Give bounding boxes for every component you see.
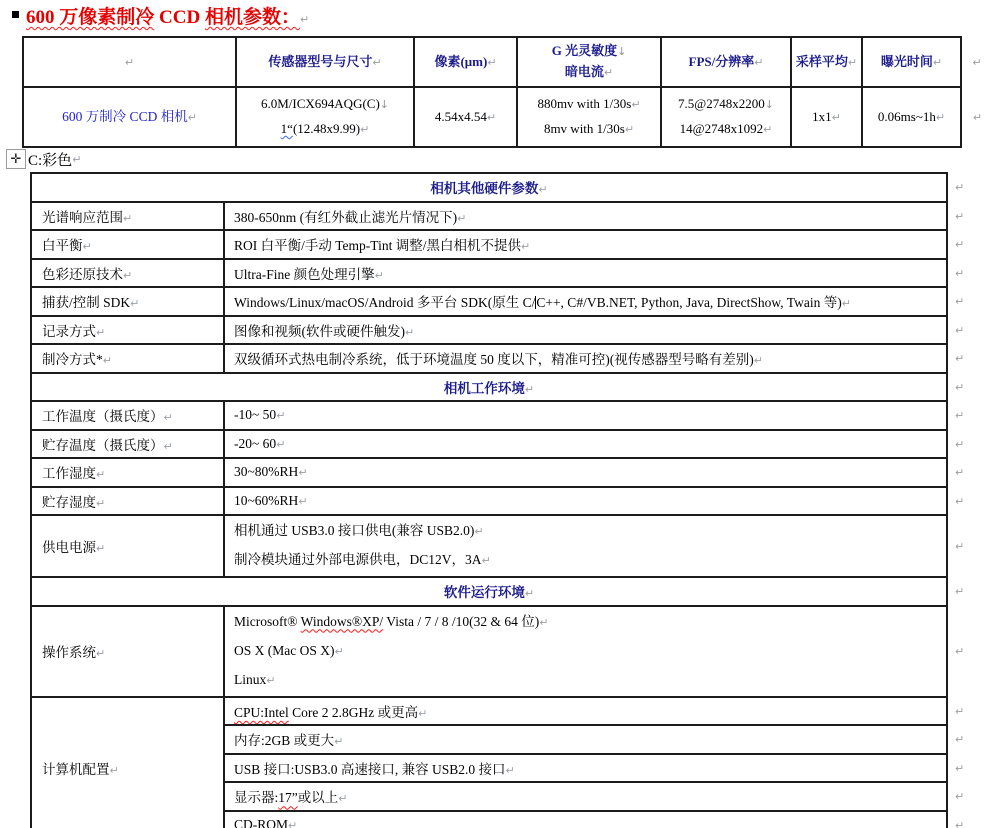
spec-header-sensitivity [517,37,661,87]
pilcrow-icon: ↵ [360,123,370,136]
row-end-mark-icon: ↵ [955,380,965,394]
spec-header-sensor [236,37,414,87]
pilcrow-icon: ↵ [538,183,548,197]
sensor-cell [236,87,414,147]
pilcrow-icon: ↵ [298,466,308,480]
exposure-cell: 0.06ms~1h↵ [862,87,961,147]
row-end-mark-icon: ↵ [955,585,965,599]
table-row [31,259,973,288]
row-value: 30~80%RH↵ [224,458,947,487]
section-header-environment: 相机工作环境↵ [31,373,947,402]
section-header-hardware: 相机其他硬件参数↵ [31,173,947,202]
row-value: 10~60%RH↵ [224,487,947,516]
header-label: 像素(μm) [434,53,488,69]
row-end-mark-icon: ↵ [955,323,965,337]
pilcrow-icon: ↵ [932,55,943,69]
row-value: -10~ 50↵ [224,401,947,430]
row-value [224,606,947,697]
row-end-gutter [947,725,973,754]
row-label: 记录方式↵ [31,316,224,345]
row-label: 计算机配置↵ [31,697,224,828]
row-end-gutter [947,173,973,202]
row-end-gutter [947,697,973,726]
pilcrow-icon: ↵ [96,542,106,555]
spec-data-row [23,87,987,147]
title-segment-1: 600 万像素制冷 [26,7,155,28]
pilcrow-icon: ↵ [624,123,635,136]
row-end-gutter [947,515,973,577]
pilcrow-icon: ↵ [418,706,428,720]
table-row [31,344,973,373]
table-row [31,202,973,231]
pilcrow-icon: ↵ [374,268,384,282]
row-end-mark-icon: ↵ [955,761,965,775]
pilcrow-icon: ↵ [753,354,763,368]
row-value: Windows/Linux/macOS/Android 多平台 SDK(原生 C/C++, C#/VB.NET, Python, Java, DirectShow, Twain 等)↵ [224,287,947,316]
pilcrow-icon: ↵ [96,647,106,660]
pilcrow-icon: ↵ [486,110,497,124]
sensor-size-inches: 1“ [280,121,293,136]
row-value: 图像和视频(软件或硬件触发)↵ [224,316,947,345]
row-end-mark-icon: ↵ [955,645,965,658]
pilcrow-icon: ↵ [276,437,286,451]
row-label: 工作温度（摄氏度）↵ [31,401,224,430]
title-segment-3: 相机参数： [204,7,300,28]
linebreak-icon: ↓ [379,98,390,111]
row-end-gutter [947,782,973,811]
header-label: 曝光时间 [880,53,933,69]
row-end-mark-icon: ↵ [955,295,965,309]
row-end-mark-icon: ↵ [955,494,965,508]
row-end-mark-icon: ↵ [955,266,965,280]
row-end-gutter [947,287,973,316]
row-value: -20~ 60↵ [224,430,947,459]
pilcrow-icon: ↵ [520,240,531,254]
paragraph-bullet-square [12,11,19,18]
pixel-cell: 4.54x4.54↵ [414,87,517,147]
row-end-mark-icon: ↵ [972,110,983,124]
pilcrow-icon: ↵ [288,818,298,828]
title-segment-2: CCD [154,7,205,28]
sensitivity-cell [517,87,661,147]
spec-header-sampling [791,37,862,87]
config-display: 显示器:17”或以上↵ [224,782,947,811]
row-end-mark-icon: ↵ [955,181,965,195]
sensitivity-line2: 8mv with 1/30s↵ [543,121,635,136]
linebreak-icon: ↓ [764,98,774,111]
config-memory: 内存:2GB 或更大↵ [224,725,947,754]
row-end-mark-icon: ↵ [955,466,965,480]
pilcrow-icon: ↵ [935,110,946,124]
pilcrow-icon: ↵ [299,13,310,26]
detail-table-container [30,172,974,828]
row-end-mark-icon: ↵ [955,818,965,828]
pilcrow-icon: ↵ [487,55,497,69]
pilcrow-icon: ↵ [372,55,382,69]
row-end-mark-icon: ↵ [955,437,965,451]
row-end-mark-icon: ↵ [955,352,965,366]
pilcrow-icon: ↵ [109,763,119,777]
pilcrow-icon: ↵ [539,615,549,629]
row-end-gutter [947,259,973,288]
row-value: ROI 白平衡/手动 Temp-Tint 调整/黑白相机不提供↵ [224,230,947,259]
pilcrow-icon: ↵ [763,123,773,136]
table-row [31,458,973,487]
header-label: FPS/分辨率 [688,53,755,69]
spec-header-fps [661,37,791,87]
pilcrow-icon: ↵ [603,66,614,79]
row-end-gutter [947,606,973,697]
pilcrow-icon: ↵ [163,411,173,425]
pilcrow-icon: ↵ [334,735,344,749]
pilcrow-icon: ↵ [841,297,851,311]
table-row [31,230,973,259]
pilcrow-icon: ↵ [831,110,841,124]
pilcrow-icon: ↵ [163,439,173,453]
table-row [31,316,973,345]
page-title [26,2,309,29]
pilcrow-icon: ↵ [457,211,467,225]
config-cpu: CPU:Intel Core 2 2.8GHz 或更高↵ [224,697,947,726]
row-end-gutter [947,811,973,828]
pilcrow-icon: ↵ [96,496,106,510]
pilcrow-icon: ↵ [124,55,135,69]
row-end-gutter [947,458,973,487]
fps-cell [661,87,791,147]
row-label: 色彩还原技术↵ [31,259,224,288]
pilcrow-icon: ↵ [266,673,276,687]
row-label: 制冷方式*↵ [31,344,224,373]
pilcrow-icon: ↵ [130,297,140,311]
row-end-gutter [961,37,987,87]
spellcheck-windows: Windows®XP/ [300,613,384,629]
row-end-gutter [947,430,973,459]
spec-header-pixel [414,37,517,87]
power-line2: 制冷模块通过外部电源供电，DC12V，3A↵ [234,552,491,567]
row-value [224,515,947,577]
camera-name-cell [23,87,236,147]
spec-header-empty [23,37,236,87]
section-header-software: 软件运行环境↵ [31,577,947,606]
row-value: 双级循环式热电制冷系统，低于环境温度 50 度以下，精准可控)(视传感器型号略有差别)↵ [224,344,947,373]
pilcrow-icon: ↵ [474,525,484,538]
row-end-mark-icon: ↵ [955,704,965,718]
fps-line1: 7.5@2748x2200↓ [678,96,774,111]
section-row [31,373,973,402]
table-row [31,401,973,430]
row-label: 捕获/控制 SDK↵ [31,287,224,316]
power-line1: 相机通过 USB3.0 接口供电(兼容 USB2.0)↵ [234,523,484,538]
table-move-handle[interactable] [6,149,26,169]
pilcrow-icon: ↵ [298,494,308,508]
row-end-gutter [947,754,973,783]
pilcrow-icon: ↵ [405,325,415,339]
header-label: 采样平均 [795,53,848,69]
spec-table-container [22,36,988,148]
row-end-mark-icon: ↵ [955,733,965,747]
table-row [31,287,973,316]
pilcrow-icon: ↵ [631,98,641,111]
row-value: 380-650nm (有红外截止滤光片情况下)↵ [224,202,947,231]
camera-name: 600 万制冷 CCD 相机 [62,108,188,124]
row-end-mark-icon: ↵ [955,209,965,223]
pilcrow-icon: ↵ [96,468,106,482]
row-end-mark-icon: ↵ [955,540,965,553]
header-label: 传感器型号与尺寸 [268,53,373,69]
row-end-gutter [947,577,973,606]
spellcheck-cpu: CPU:Intel [234,704,289,720]
row-end-mark-icon: ↵ [972,55,982,69]
row-end-mark-icon: ↵ [955,409,965,423]
row-end-gutter [947,373,973,402]
section-row [31,173,973,202]
pilcrow-icon: ↵ [102,354,112,368]
pilcrow-icon: ↵ [847,55,858,69]
pilcrow-icon: ↵ [524,587,535,601]
os-line1: Microsoft® Windows®XP/ Vista / 7 / 8 /10(32 & 64 位)↵ [234,613,549,629]
pilcrow-icon: ↵ [123,211,133,225]
pilcrow-icon: ↵ [754,55,764,69]
header-line: G 光灵敏度↓ [551,43,627,58]
pilcrow-icon: ↵ [334,644,344,658]
detail-table [30,172,974,828]
spec-table [22,36,988,148]
row-end-gutter [947,401,973,430]
table-row-config [31,697,973,726]
move-arrows-icon: ✛ [10,151,22,167]
row-label: 贮存湿度↵ [31,487,224,516]
sampling-cell: 1x1↵ [791,87,862,147]
row-value: Ultra-Fine 颜色处理引擎↵ [224,259,947,288]
sensor-line1: 6.0M/ICX694AQG(C)↓ [260,96,390,111]
row-label: 光谱响应范围↵ [31,202,224,231]
config-usb: USB 接口:USB3.0 高速接口, 兼容 USB2.0 接口↵ [224,754,947,783]
pilcrow-icon: ↵ [276,409,286,423]
section-row [31,577,973,606]
row-label: 白平衡↵ [31,230,224,259]
pilcrow-icon: ↵ [82,240,92,254]
table-row [31,430,973,459]
row-label: 贮存温度（摄氏度）↵ [31,430,224,459]
pilcrow-icon: ↵ [72,152,82,166]
sensor-size-mm: (12.48x9.99) [292,121,361,136]
sensor-line2 [238,117,412,142]
pilcrow-icon: ↵ [524,382,535,396]
table-row-power [31,515,973,577]
row-end-gutter [947,344,973,373]
table-row [31,487,973,516]
pilcrow-icon: ↵ [505,763,515,777]
row-end-gutter [947,316,973,345]
fps-line2: 14@2748x1092↵ [679,121,773,136]
row-end-mark-icon: ↵ [955,790,965,804]
header-line: 暗电流↵ [564,64,614,79]
row-end-gutter [961,87,987,147]
os-line3: Linux↵ [234,671,276,687]
row-end-gutter [947,487,973,516]
table-caption-line [6,147,81,171]
pilcrow-icon: ↵ [481,554,491,567]
row-label: 供电电源↵ [31,515,224,577]
row-label: 工作湿度↵ [31,458,224,487]
row-end-gutter [947,202,973,231]
linebreak-icon: ↓ [617,45,627,58]
spec-header-exposure [862,37,961,87]
pilcrow-icon: ↵ [96,325,106,339]
pilcrow-icon: ↵ [123,268,133,282]
caption-text: C:彩色 [28,152,73,169]
spellcheck-inches: 17” [278,790,298,806]
spec-header-row [23,37,987,87]
table-row-os [31,606,973,697]
os-line2: OS X (Mac OS X)↵ [234,642,344,658]
config-cdrom: CD-ROM↵ [224,811,947,828]
sensitivity-line1: 880mv with 1/30s↵ [537,96,641,111]
pilcrow-icon: ↵ [338,792,348,806]
row-end-mark-icon: ↵ [955,238,965,252]
row-end-gutter [947,230,973,259]
row-label: 操作系统↵ [31,606,224,697]
pilcrow-icon: ↵ [187,110,197,124]
